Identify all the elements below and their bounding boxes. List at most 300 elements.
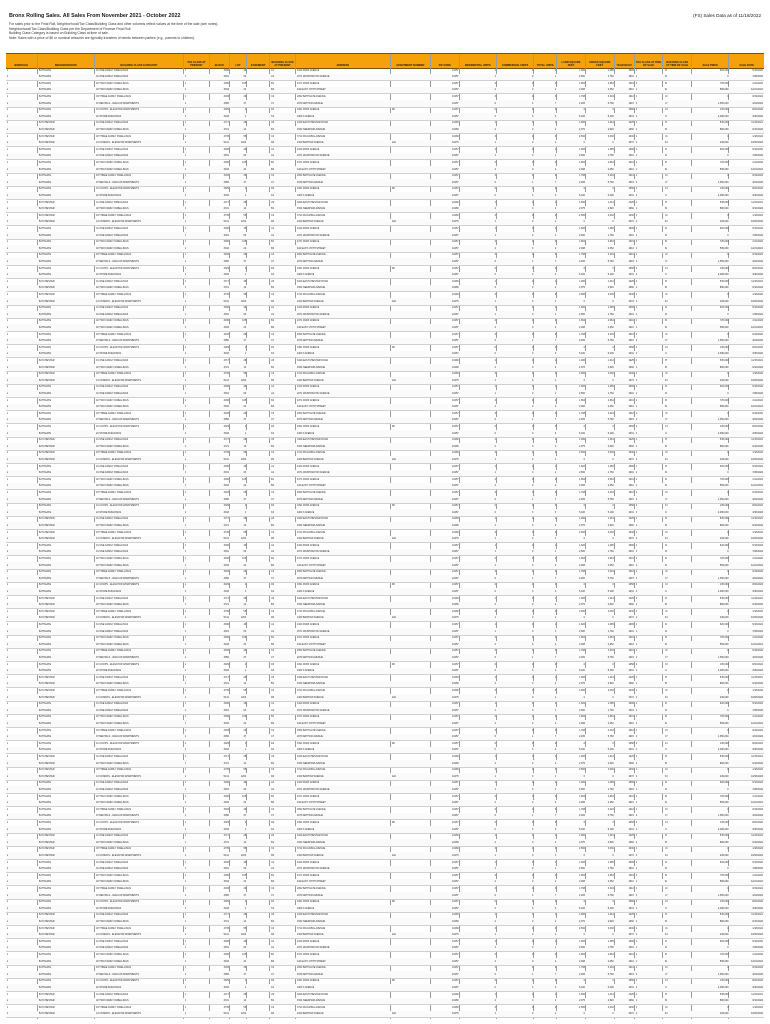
- table-cell-price: 620,000: [719, 147, 729, 151]
- table-cell-bldg_class_cat: 01 ONE FAMILY DWELLINGS: [96, 702, 129, 706]
- table-cell-block: 3030: [223, 860, 229, 864]
- table-cell-bldg_class_sale: C0: [664, 886, 668, 890]
- table-cell-year_built: 1925: [628, 754, 634, 758]
- table-cell-gross_sqft: 3,204: [607, 332, 614, 336]
- table-cell-bldg_class_present: B1: [271, 365, 275, 369]
- table-cell-com_units: 0: [531, 959, 534, 963]
- table-cell-bldg_class_cat: 07 RENTALS - WALKUP APARTMENTS: [96, 893, 139, 897]
- table-cell-tax_class_present: 1: [185, 121, 187, 125]
- table-cell-block: 3030: [223, 385, 229, 389]
- table-cell-tax_class_sale: 1: [635, 636, 638, 640]
- table-cell-lot: 49: [243, 68, 247, 72]
- table-cell-borough: 2: [7, 319, 9, 323]
- table-cell-date: 5/16/2022: [752, 306, 763, 310]
- table-cell-bldg_class_sale: R4: [664, 220, 668, 224]
- table-cell-land_sqft: 1,862: [578, 952, 585, 956]
- table-cell-year_built: 1931: [628, 193, 634, 197]
- table-cell-block: 4721: [223, 127, 229, 131]
- table-cell-tax_class_present: 1: [185, 886, 187, 890]
- table-cell-price: 135,000: [719, 266, 729, 270]
- table-cell-neighborhood: BATHGATE: [38, 794, 52, 798]
- table-cell-lot: 63: [243, 708, 247, 712]
- table-cell-bldg_class_present: K4: [271, 193, 275, 197]
- table-cell-bldg_class_present: C0: [271, 292, 275, 296]
- table-cell-com_units: 0: [531, 609, 534, 613]
- table-cell-bldg_class_sale: C7: [664, 180, 668, 184]
- table-cell-land_sqft: 5,100: [578, 827, 585, 831]
- table-cell-res_units: 1: [494, 306, 496, 310]
- table-cell-borough: 2: [7, 801, 9, 805]
- table-cell-borough: 2: [7, 358, 9, 362]
- table-cell-land_sqft: 1,620: [578, 543, 585, 547]
- table-cell-tax_class_sale: 1: [635, 325, 638, 329]
- column-header: [6, 54, 38, 68]
- table-cell-lot: 49: [243, 622, 247, 626]
- table-cell-tax_class_present: 2: [185, 576, 187, 580]
- table-cell-price: 135,000: [719, 662, 729, 666]
- table-cell-lot: 28: [243, 596, 247, 600]
- table-cell-block: 4735: [223, 134, 229, 138]
- note-line: Building Class Category is based on Building Class at time of sale.: [9, 31, 109, 36]
- table-cell-bldg_class_present: B1: [271, 999, 275, 1003]
- table-cell-com_units: 3: [531, 669, 534, 673]
- table-cell-res_units: 3: [494, 253, 496, 257]
- table-cell-bldg_class_cat: 03 THREE FAMILY DWELLINGS: [96, 292, 132, 296]
- table-cell-tax_class_sale: 1: [635, 398, 638, 402]
- table-cell-land_sqft: 2,500: [578, 134, 585, 138]
- table-cell-total_units: 3: [554, 985, 557, 989]
- table-cell-neighborhood: BATHGATE: [38, 180, 52, 184]
- table-cell-tax_class_present: 1: [185, 477, 187, 481]
- table-cell-neighborhood: BATHGATE: [38, 801, 52, 805]
- table-cell-bldg_class_cat: 01 ONE FAMILY DWELLINGS: [96, 68, 129, 72]
- table-cell-year_built: 1960: [628, 444, 634, 448]
- table-cell-lot: 14: [243, 603, 247, 607]
- table-cell-borough: 2: [7, 332, 9, 336]
- table-cell-borough: 2: [7, 444, 9, 448]
- table-cell-bldg_class_sale: A5: [664, 596, 668, 600]
- table-cell-date: 3/30/2022: [752, 985, 763, 989]
- table-cell-com_units: 0: [531, 563, 534, 567]
- table-cell-res_units: 3: [494, 174, 496, 178]
- table-cell-tax_class_sale: 1: [635, 781, 638, 785]
- table-cell-price: 599,000: [719, 721, 729, 725]
- table-cell-bldg_class_cat: 02 TWO FAMILY DWELLINGS: [96, 444, 129, 448]
- table-cell-gross_sqft: 3,204: [607, 570, 614, 574]
- table-cell-bldg_class_present: B1: [271, 556, 275, 560]
- table-cell-address: 4420 PARK AVENUE: [296, 543, 320, 547]
- table-cell-year_built: 1910: [628, 167, 634, 171]
- table-cell-total_units: 2: [554, 715, 557, 719]
- table-cell-bldg_class_present: A1: [271, 629, 275, 633]
- table-cell-total_units: 3: [554, 193, 557, 197]
- table-cell-block: 4717: [223, 754, 229, 758]
- table-cell-tax_class_present: 1: [185, 721, 187, 725]
- table-cell-bldg_class_cat: 10 COOPS - ELEVATOR APARTMENTS: [96, 345, 140, 349]
- table-cell-zip: 10469: [451, 834, 459, 838]
- table-cell-date: 7/28/2022: [752, 391, 763, 395]
- table-cell-year_built: 1915: [628, 101, 634, 105]
- table-cell-res_units: 1: [494, 471, 496, 475]
- table-cell-res_units: 3: [494, 886, 496, 890]
- table-cell-neighborhood: BATHGATE: [38, 75, 52, 79]
- column-header-label: TOTAL UNITS: [536, 63, 554, 67]
- table-cell-lot: 28: [243, 200, 247, 204]
- table-cell-zip: 10457: [451, 325, 459, 329]
- table-cell-bldg_class_cat: 13 CONDOS - ELEVATOR APARTMENTS: [96, 220, 141, 224]
- table-cell-bldg_class_sale: C0: [664, 847, 668, 851]
- table-cell-land_sqft: 1,768: [578, 332, 585, 336]
- table-cell-apt: 12A: [391, 299, 396, 303]
- table-cell-gross_sqft: 5,760: [607, 576, 614, 580]
- table-cell-res_units: 6: [494, 180, 496, 184]
- table-cell-year_built: 1910: [628, 728, 634, 732]
- table-cell-date: 7/28/2022: [752, 75, 763, 79]
- table-cell-res_units: 1: [494, 154, 496, 158]
- table-cell-lot: 63: [243, 867, 247, 871]
- table-cell-bldg_class_sale: A5: [664, 279, 668, 283]
- table-cell-land_sqft: 2,008: [578, 801, 585, 805]
- table-cell-block: 4721: [223, 761, 229, 765]
- table-cell-zip: 10457: [451, 147, 459, 151]
- table-cell-bldg_class_cat: 10 COOPS - ELEVATOR APARTMENTS: [96, 979, 140, 983]
- table-cell-bldg_class_present: R4: [271, 299, 275, 303]
- table-cell-neighborhood: BAYCHESTER: [38, 840, 55, 844]
- table-cell-land_sqft: 0: [583, 979, 585, 983]
- table-cell-zip: 10469: [451, 754, 459, 758]
- table-cell-com_units: 0: [531, 642, 534, 646]
- table-cell-com_units: 0: [531, 807, 534, 811]
- table-cell-neighborhood: BATHGATE: [38, 490, 52, 494]
- table-cell-total_units: 3: [554, 174, 557, 178]
- table-cell-block: 3030: [223, 464, 229, 468]
- table-cell-com_units: 0: [531, 688, 534, 692]
- table-cell-zip: 10457: [451, 794, 459, 798]
- table-cell-year_built: 1899: [628, 306, 634, 310]
- table-cell-tax_class_sale: 1: [635, 880, 638, 884]
- table-cell-land_sqft: 2,500: [578, 688, 585, 692]
- table-cell-tax_class_present: 1: [185, 279, 187, 283]
- table-cell-zip: 10475: [451, 457, 459, 461]
- table-cell-tax_class_sale: 2: [635, 735, 638, 739]
- table-cell-total_units: 3: [554, 847, 557, 851]
- table-cell-com_units: 0: [531, 167, 534, 171]
- table-cell-address: 1991 PARK AVENUE: [296, 266, 320, 270]
- table-cell-bldg_class_cat: 02 TWO FAMILY DWELLINGS: [96, 484, 129, 488]
- table-cell-res_units: 2: [494, 81, 496, 85]
- table-cell-gross_sqft: 2,352: [607, 246, 614, 250]
- table-cell-borough: 2: [7, 900, 9, 904]
- table-cell-bldg_class_sale: B2: [664, 167, 668, 171]
- table-cell-tax_class_sale: 1: [635, 451, 638, 455]
- table-cell-borough: 2: [7, 246, 9, 250]
- table-cell-neighborhood: BATHGATE: [38, 306, 52, 310]
- table-cell-bldg_class_sale: A5: [664, 517, 668, 521]
- table-cell-borough: 2: [7, 748, 9, 752]
- table-cell-gross_sqft: 5,760: [607, 972, 614, 976]
- table-cell-lot: 1: [244, 273, 247, 277]
- table-cell-total_units: 1: [554, 378, 557, 382]
- table-cell-bldg_class_sale: B2: [664, 642, 668, 646]
- table-cell-com_units: 1: [531, 259, 534, 263]
- table-cell-zip: 10457: [451, 431, 459, 435]
- table-cell-total_units: 1: [554, 853, 557, 857]
- table-cell-price: 0: [727, 787, 729, 791]
- table-cell-address: 4400 3 AVENUE: [296, 273, 315, 277]
- table-cell-gross_sqft: 2,664: [607, 240, 614, 244]
- table-cell-year_built: 1960: [628, 919, 634, 923]
- table-cell-zip: 10457: [451, 405, 459, 409]
- table-cell-apt: 4B: [391, 424, 395, 428]
- table-cell-bldg_class_sale: C0: [664, 688, 668, 692]
- table-cell-address: 2100 BARTOW AVENUE: [296, 774, 324, 778]
- table-cell-neighborhood: BAYCHESTER: [38, 523, 55, 527]
- table-cell-land_sqft: 2,375: [578, 761, 585, 765]
- table-cell-price: 545,000: [719, 121, 729, 125]
- table-cell-total_units: 1: [554, 141, 557, 145]
- table-cell-lot: 14: [243, 207, 247, 211]
- table-cell-bldg_class_sale: B1: [664, 398, 668, 402]
- table-cell-lot: 29: [243, 253, 247, 257]
- table-cell-tax_class_present: 1: [185, 411, 187, 415]
- table-cell-bldg_class_present: B1: [271, 240, 275, 244]
- table-cell-bldg_class_present: K4: [271, 669, 275, 673]
- table-cell-zip: 10457: [451, 814, 459, 818]
- table-cell-date: 11/15/2021: [751, 279, 763, 283]
- column-header-label: BOROUGH: [14, 63, 29, 67]
- table-cell-neighborhood: BATHGATE: [38, 642, 52, 646]
- table-cell-gross_sqft: 3,204: [607, 94, 614, 98]
- table-cell-address: 2052 BATHGATE AVENUE: [296, 570, 326, 574]
- table-cell-tax_class_present: 1: [185, 154, 187, 158]
- table-cell-borough: 2: [7, 919, 9, 923]
- table-cell-bldg_class_present: R4: [271, 378, 275, 382]
- table-cell-bldg_class_sale: R4: [664, 457, 668, 461]
- table-cell-block: 3050: [223, 814, 229, 818]
- table-cell-com_units: 1: [531, 814, 534, 818]
- table-cell-date: 7/28/2022: [752, 154, 763, 158]
- table-cell-year_built: 1899: [628, 543, 634, 547]
- table-cell-tax_class_sale: 1: [635, 992, 638, 996]
- table-cell-tax_class_sale: 1: [635, 649, 638, 653]
- table-cell-com_units: 0: [531, 444, 534, 448]
- table-cell-gross_sqft: 1,485: [607, 622, 614, 626]
- table-cell-block: 5141: [223, 774, 229, 778]
- table-cell-year_built: 1899: [628, 464, 634, 468]
- table-cell-gross_sqft: 2,664: [607, 81, 614, 85]
- table-cell-date: 8/02/2022: [752, 108, 763, 112]
- table-cell-address: 442 EAST 179TH STREET: [296, 167, 326, 171]
- table-cell-tax_class_present: 2: [185, 504, 187, 508]
- table-cell-zip: 10457: [451, 820, 459, 824]
- table-cell-year_built: 1930: [628, 213, 634, 217]
- table-cell-bldg_class_sale: D4: [664, 820, 668, 824]
- table-cell-res_units: 1: [494, 596, 496, 600]
- table-cell-land_sqft: 5,100: [578, 589, 585, 593]
- table-cell-neighborhood: BATHGATE: [38, 167, 52, 171]
- column-header: [460, 54, 497, 68]
- table-cell-gross_sqft: 5,100: [607, 827, 614, 831]
- table-cell-year_built: 1972: [628, 933, 634, 937]
- table-cell-res_units: 6: [494, 735, 496, 739]
- table-cell-tax_class_sale: 1: [635, 768, 638, 772]
- table-cell-lot: 105: [242, 319, 247, 323]
- table-cell-price: 0: [727, 174, 729, 178]
- table-cell-zip: 10457: [451, 576, 459, 580]
- table-cell-borough: 2: [7, 774, 9, 778]
- table-cell-bldg_class_cat: 02 TWO FAMILY DWELLINGS: [96, 999, 129, 1003]
- table-cell-total_units: 3: [554, 926, 557, 930]
- table-cell-price: 620,000: [719, 68, 729, 72]
- table-cell-block: 3043: [223, 484, 229, 488]
- table-cell-price: 2,480,000: [717, 114, 729, 118]
- table-cell-bldg_class_present: B1: [271, 952, 275, 956]
- table-cell-address: 2052 BATHGATE AVENUE: [296, 94, 326, 98]
- table-cell-gross_sqft: 0: [612, 378, 614, 382]
- table-cell-tax_class_sale: 1: [635, 490, 638, 494]
- table-cell-year_built: 1930: [628, 451, 634, 455]
- table-cell-tax_class_present: 1: [185, 847, 187, 851]
- column-header-label: BUILDING CLASS AT TIME OF SALE: [666, 60, 689, 67]
- table-cell-land_sqft: 1,900: [578, 992, 585, 996]
- table-cell-date: 6/10/2022: [752, 840, 763, 844]
- table-cell-address: 442 EAST 179TH STREET: [296, 721, 326, 725]
- table-cell-bldg_class_present: D4: [271, 266, 275, 270]
- table-cell-land_sqft: 2,500: [578, 292, 585, 296]
- table-cell-zip: 10457: [451, 160, 459, 164]
- table-cell-zip: 10469: [451, 761, 459, 765]
- table-cell-date: 10/06/2022: [751, 695, 763, 699]
- table-cell-bldg_class_present: A1: [271, 946, 275, 950]
- table-cell-price: 135,000: [719, 108, 729, 112]
- column-header: [534, 54, 557, 68]
- table-cell-borough: 2: [7, 708, 9, 712]
- table-cell-apt: 12A: [391, 457, 396, 461]
- table-cell-tax_class_sale: 1: [635, 365, 638, 369]
- table-cell-lot: 49: [243, 781, 247, 785]
- table-cell-block: 4717: [223, 596, 229, 600]
- table-cell-res_units: 3: [494, 570, 496, 574]
- table-cell-borough: 2: [7, 220, 9, 224]
- table-cell-bldg_class_cat: 02 TWO FAMILY DWELLINGS: [96, 398, 129, 402]
- table-cell-tax_class_sale: 1: [635, 226, 638, 230]
- table-cell-land_sqft: 2,375: [578, 999, 585, 1003]
- table-cell-tax_class_sale: 1: [635, 946, 638, 950]
- table-cell-bldg_class_sale: B1: [664, 603, 668, 607]
- table-cell-com_units: 0: [531, 484, 534, 488]
- table-cell-apt: 4B: [391, 979, 395, 983]
- table-cell-res_units: 1: [494, 378, 496, 382]
- table-cell-price: 725,000: [719, 81, 729, 85]
- table-cell-price: 135,000: [719, 504, 729, 508]
- table-cell-land_sqft: 5,100: [578, 510, 585, 514]
- table-cell-total_units: 3: [554, 827, 557, 831]
- column-header: [663, 54, 692, 68]
- table-cell-lot: 105: [242, 556, 247, 560]
- table-cell-land_sqft: 0: [583, 187, 585, 191]
- table-cell-zip: 10469: [451, 358, 459, 362]
- table-cell-gross_sqft: 2,520: [607, 603, 614, 607]
- table-cell-neighborhood: BAYCHESTER: [38, 200, 55, 204]
- table-cell-total_units: 2: [554, 365, 557, 369]
- table-cell-total_units: 7: [554, 339, 557, 343]
- table-cell-bldg_class_sale: A1: [664, 708, 668, 712]
- table-cell-lot: 105: [242, 477, 247, 481]
- table-cell-gross_sqft: 2,352: [607, 405, 614, 409]
- table-cell-neighborhood: BATHGATE: [38, 900, 52, 904]
- table-cell-gross_sqft: 0: [612, 299, 614, 303]
- table-cell-address: 1524 NEEDHAM AVENUE: [296, 840, 326, 844]
- table-cell-gross_sqft: 2,520: [607, 127, 614, 131]
- table-cell-lot: 37: [243, 893, 247, 897]
- table-cell-tax_class_present: 1: [185, 939, 187, 943]
- table-cell-com_units: 0: [531, 1012, 534, 1016]
- table-cell-gross_sqft: 1,344: [607, 358, 614, 362]
- table-cell-zip: 10457: [451, 985, 459, 989]
- table-cell-block: 3043: [223, 167, 229, 171]
- table-cell-bldg_class_present: B1: [271, 207, 275, 211]
- table-cell-neighborhood: BATHGATE: [38, 233, 52, 237]
- table-cell-address: 1524 NEEDHAM AVENUE: [296, 603, 326, 607]
- table-cell-year_built: 1931: [628, 431, 634, 435]
- table-cell-zip: 10475: [451, 378, 459, 382]
- table-cell-bldg_class_present: A1: [271, 147, 275, 151]
- table-cell-price: 0: [727, 411, 729, 415]
- table-cell-block: 4721: [223, 444, 229, 448]
- table-cell-borough: 2: [7, 906, 9, 910]
- table-cell-bldg_class_cat: 01 ONE FAMILY DWELLINGS: [96, 438, 129, 442]
- table-cell-bldg_class_sale: A1: [664, 464, 668, 468]
- table-cell-borough: 2: [7, 589, 9, 593]
- table-cell-address: 2079 ARTHUR AVENUE: [296, 972, 323, 976]
- table-cell-bldg_class_cat: 10 COOPS - ELEVATOR APARTMENTS: [96, 266, 140, 270]
- table-cell-bldg_class_cat: 01 ONE FAMILY DWELLINGS: [96, 550, 129, 554]
- table-cell-address: 2100 BARTOW AVENUE: [296, 1012, 324, 1016]
- table-cell-date: 11/15/2021: [751, 992, 763, 996]
- table-cell-gross_sqft: 3,030: [607, 609, 614, 613]
- table-cell-total_units: 3: [554, 134, 557, 138]
- table-cell-res_units: 1: [494, 220, 496, 224]
- table-cell-bldg_class_cat: 01 ONE FAMILY DWELLINGS: [96, 754, 129, 758]
- table-cell-bldg_class_present: D4: [271, 900, 275, 904]
- table-cell-bldg_class_cat: 02 TWO FAMILY DWELLINGS: [96, 160, 129, 164]
- table-cell-total_units: 7: [554, 418, 557, 422]
- table-cell-address: 2100 BARTOW AVENUE: [296, 616, 324, 620]
- table-cell-res_units: 2: [494, 919, 496, 923]
- table-cell-res_units: 3: [494, 411, 496, 415]
- table-cell-bldg_class_cat: 02 TWO FAMILY DWELLINGS: [96, 682, 129, 686]
- table-cell-price: 725,000: [719, 952, 729, 956]
- table-cell-neighborhood: BATHGATE: [38, 622, 52, 626]
- table-cell-tax_class_present: 1: [185, 629, 187, 633]
- table-cell-zip: 10475: [451, 616, 459, 620]
- table-cell-zip: 10457: [451, 655, 459, 659]
- table-cell-bldg_class_sale: B2: [664, 405, 668, 409]
- table-cell-tax_class_present: 1: [185, 649, 187, 653]
- table-cell-date: 8/02/2022: [752, 900, 763, 904]
- table-cell-lot: 63: [243, 233, 247, 237]
- table-cell-borough: 2: [7, 735, 9, 739]
- table-cell-com_units: 0: [531, 75, 534, 79]
- table-cell-block: 5141: [223, 1012, 229, 1016]
- table-cell-year_built: 1910: [628, 94, 634, 98]
- table-cell-price: 599,000: [719, 801, 729, 805]
- table-cell-tax_class_sale: 1: [635, 233, 638, 237]
- table-cell-block: 5141: [223, 378, 229, 382]
- table-cell-lot: 28: [243, 517, 247, 521]
- table-cell-bldg_class_present: C0: [271, 570, 275, 574]
- table-cell-address: 2071 WASHINGTON AVENUE: [296, 708, 330, 712]
